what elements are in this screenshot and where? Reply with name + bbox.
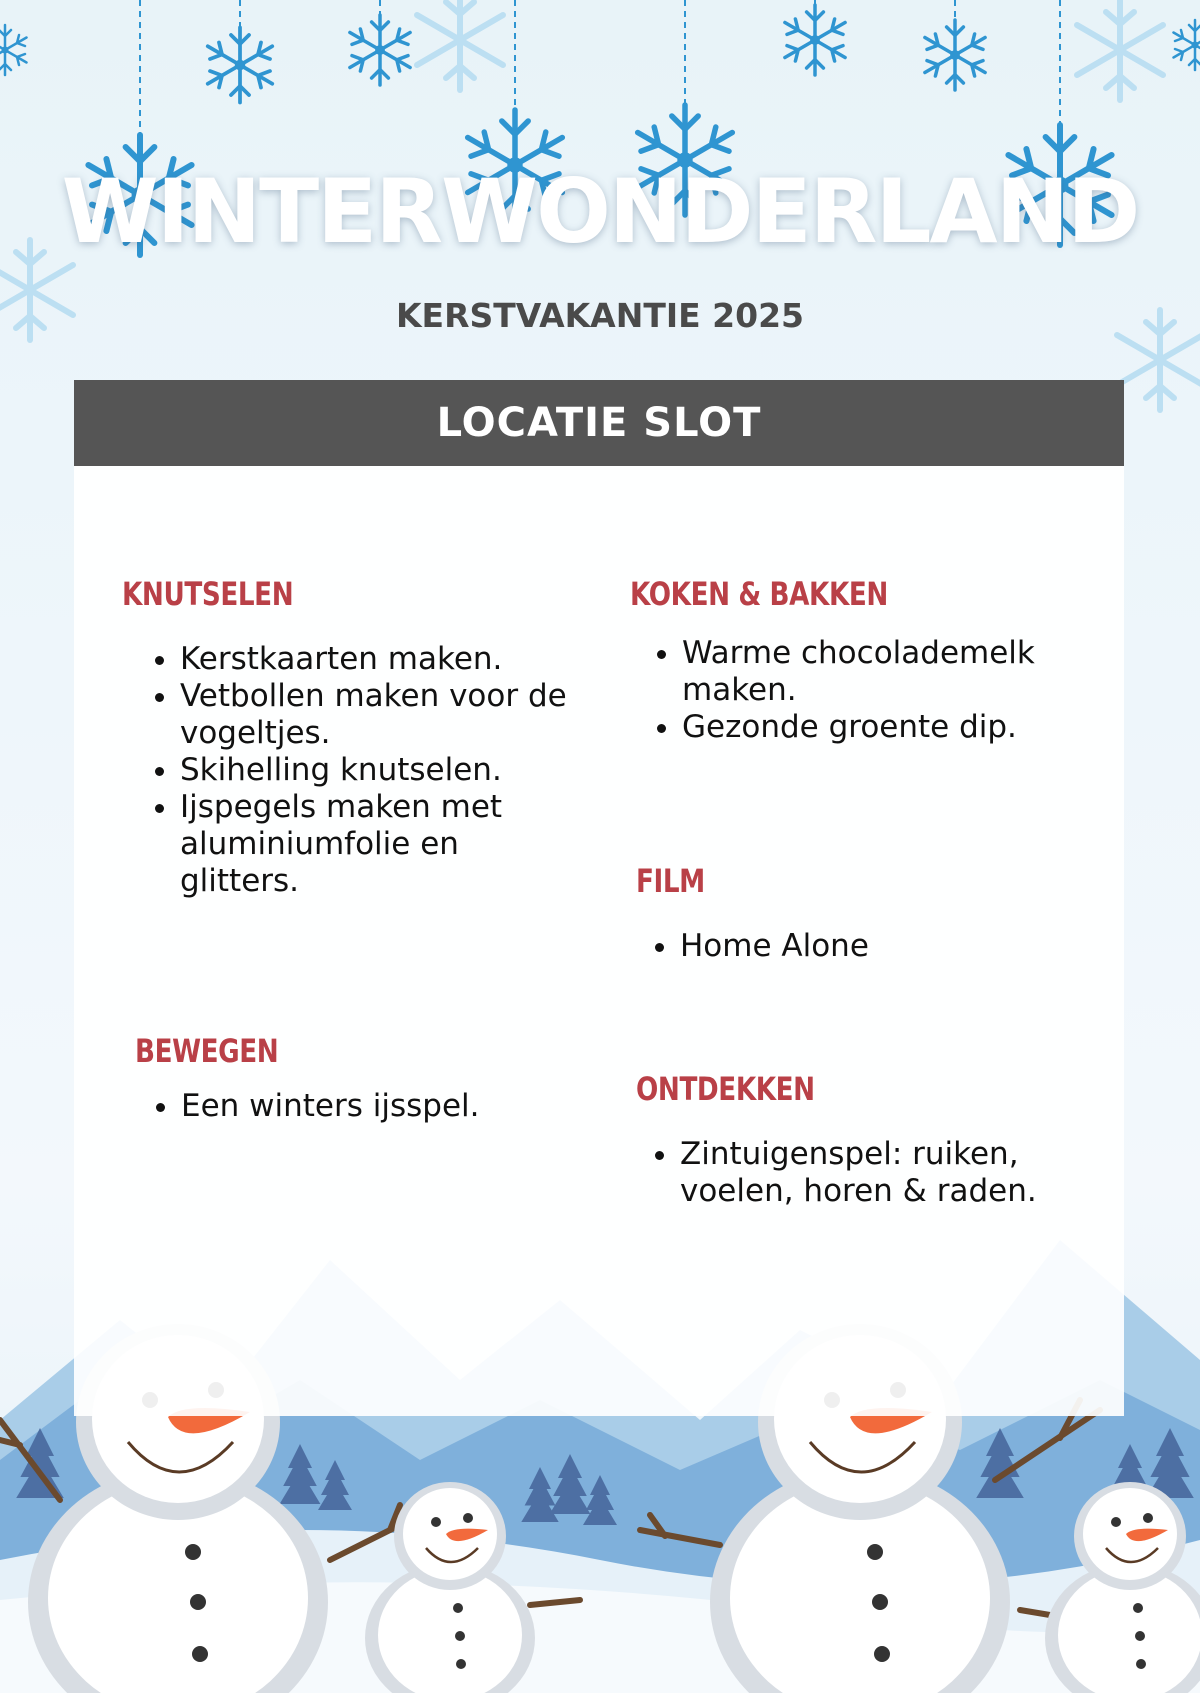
list-item: • Skihelling knutselen. (180, 752, 582, 789)
list-item: • Een winters ijsspel. (181, 1088, 595, 1125)
section-title: ONTDEKKEN (636, 1070, 815, 1108)
section-title: BEWEGEN (135, 1032, 279, 1070)
list-item: • Vetbollen maken voor de vogeltjes. (180, 678, 582, 752)
activity-list (636, 1136, 1096, 1210)
list-item: • Warme chocolademelk maken. (682, 635, 1090, 709)
activity-list (630, 635, 1090, 746)
page-subtitle: KERSTVAKANTIE 2025 (395, 296, 805, 335)
panel-header: LOCATIE SLOT (74, 380, 1124, 466)
list-item: • Home Alone (680, 928, 1096, 965)
section-koken-bakken (630, 575, 1090, 746)
list-item: • Zintuigenspel: ruiken, voelen, horen & raden. (680, 1136, 1096, 1210)
section-bewegen (135, 1032, 595, 1125)
section-film (636, 862, 1096, 965)
page-title: WINTERWONDERLAND (61, 160, 1139, 263)
activity-list (122, 641, 582, 900)
section-knutselen (122, 575, 582, 900)
list-item: • Gezonde groente dip. (682, 709, 1090, 746)
section-title: KNUTSELEN (122, 575, 294, 613)
list-item: • Kerstkaarten maken. (180, 641, 582, 678)
activity-list (135, 1088, 595, 1125)
list-item: • Ijspegels maken met aluminiumfolie en glitters. (180, 789, 582, 900)
section-ontdekken (636, 1070, 1096, 1210)
section-title: KOKEN & BAKKEN (630, 575, 888, 613)
section-title: FILM (636, 862, 705, 900)
activity-list (636, 928, 1096, 965)
